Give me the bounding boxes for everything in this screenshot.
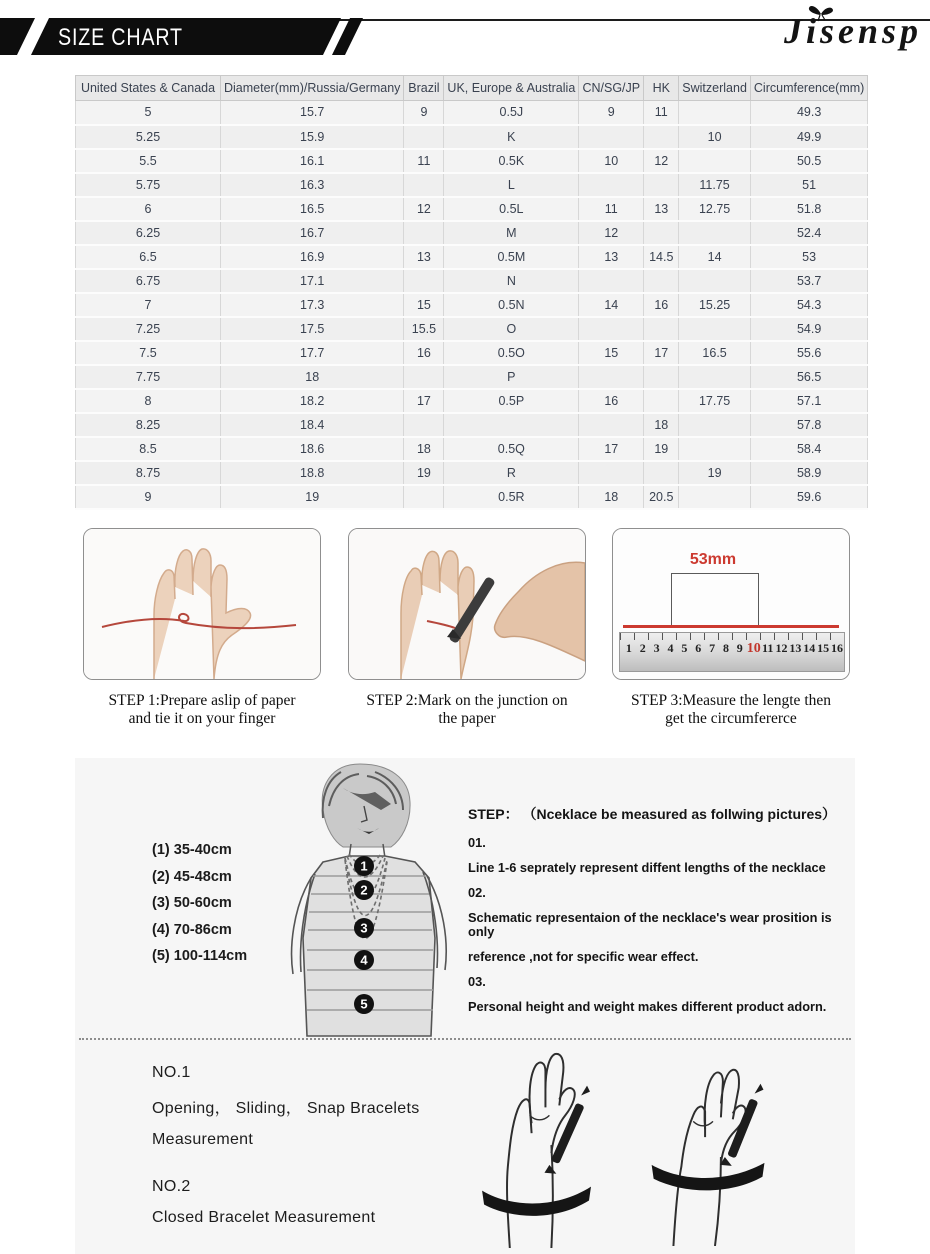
table-cell: [579, 413, 644, 437]
ruler-numbers: [622, 641, 844, 657]
table-cell: M: [444, 221, 579, 245]
table-cell: 52.4: [750, 221, 867, 245]
table-cell: [644, 317, 679, 341]
table-row: [76, 485, 868, 509]
bracelet-no1-line1: Opening， Sliding， Snap Bracelets: [152, 1100, 420, 1117]
necklace-note-line: Personal height and weight makes different product adorn.: [468, 999, 827, 1014]
necklace-note-line: Line 1-6 seprately represent diffent lengths of the necklace: [468, 860, 826, 875]
table-cell: P: [444, 365, 579, 389]
caption-line: STEP 3:Measure the lengte then: [630, 692, 832, 709]
table-cell: 15.5: [404, 317, 444, 341]
table-cell: 19: [679, 461, 751, 485]
ruler-number: 2: [639, 641, 646, 655]
red-measure-line: [623, 625, 839, 628]
table-cell: 7.25: [76, 317, 221, 341]
bracelet-instructions: [152, 1064, 420, 1240]
table-cell: 17.1: [221, 269, 404, 293]
table-cell: 53: [750, 245, 867, 269]
table-cell: 7.5: [76, 341, 221, 365]
table-row: [76, 125, 868, 149]
table-cell: 5.5: [76, 149, 221, 173]
table-cell: 16: [644, 293, 679, 317]
step2-caption: [342, 692, 592, 727]
ruler: [619, 632, 845, 672]
table-cell: 0.5P: [444, 389, 579, 413]
table-cell: [404, 485, 444, 509]
table-cell: 6.5: [76, 245, 221, 269]
bracelet-no2-title: NO.2: [152, 1178, 191, 1195]
brand-logo: Jisensp: [783, 11, 922, 51]
table-cell: 18.2: [221, 389, 404, 413]
column-header: UK, Europe & Australia: [444, 76, 579, 101]
caption-line: and tie it on your finger: [128, 709, 276, 727]
table-cell: 0.5Q: [444, 437, 579, 461]
table-cell: 16: [404, 341, 444, 365]
table-cell: 15: [579, 341, 644, 365]
svg-text:2: 2: [360, 882, 368, 898]
table-row: [76, 149, 868, 173]
table-cell: 12: [579, 221, 644, 245]
column-header: Switzerland: [679, 76, 751, 101]
table-cell: 51: [750, 173, 867, 197]
table-row: [76, 437, 868, 461]
necklace-length-item: (3) 50-60cm: [152, 895, 232, 911]
table-cell: 53.7: [750, 269, 867, 293]
table-cell: 54.3: [750, 293, 867, 317]
table-cell: [644, 389, 679, 413]
table-cell: 19: [221, 485, 404, 509]
table-cell: 16.5: [679, 341, 751, 365]
table-cell: [404, 413, 444, 437]
table-cell: 16: [579, 389, 644, 413]
table-cell: 9: [579, 101, 644, 125]
table-cell: [679, 101, 751, 125]
table-cell: 58.9: [750, 461, 867, 485]
closed-bracelet-hand-sketch: [643, 1058, 783, 1246]
table-row: [76, 101, 868, 125]
table-row: [76, 413, 868, 437]
bracelet-no2-line1: Closed Bracelet Measurement: [152, 1209, 376, 1226]
table-row: [76, 197, 868, 221]
table-cell: [579, 173, 644, 197]
table-row: [76, 341, 868, 365]
table-cell: 15.9: [221, 125, 404, 149]
svg-text:1: 1: [360, 858, 368, 874]
table-cell: [644, 125, 679, 149]
table-cell: 19: [404, 461, 444, 485]
ruler-diagram: [613, 529, 849, 679]
table-cell: 13: [404, 245, 444, 269]
table-cell: 8.75: [76, 461, 221, 485]
column-header: Diameter(mm)/Russia/Germany: [221, 76, 404, 101]
table-cell: [679, 317, 751, 341]
step1-photo: [83, 528, 321, 680]
necklace-note-line: Schematic representaion of the necklace's wear prosition is only: [468, 910, 832, 939]
table-cell: [644, 221, 679, 245]
table-cell: 18: [579, 485, 644, 509]
svg-text:5: 5: [360, 996, 368, 1012]
table-cell: 15.7: [221, 101, 404, 125]
ruler-number: 6: [695, 641, 702, 655]
table-cell: 11: [579, 197, 644, 221]
measurement-label: 53mm: [689, 551, 737, 568]
ruler-number: 9: [736, 641, 743, 655]
ruler-number: 7: [709, 641, 716, 655]
table-cell: 17: [404, 389, 444, 413]
table-row: [76, 173, 868, 197]
necklace-note-line: 03.: [468, 974, 486, 989]
table-cell: [644, 173, 679, 197]
caption-line: the paper: [438, 709, 496, 727]
table-cell: O: [444, 317, 579, 341]
table-cell: 18.4: [221, 413, 404, 437]
table-cell: [579, 461, 644, 485]
table-cell: 55.6: [750, 341, 867, 365]
table-cell: [679, 485, 751, 509]
table-cell: 9: [76, 485, 221, 509]
table-cell: [679, 149, 751, 173]
table-cell: 9: [404, 101, 444, 125]
table-cell: [404, 125, 444, 149]
table-cell: 0.5M: [444, 245, 579, 269]
table-cell: 16.5: [221, 197, 404, 221]
table-cell: [579, 317, 644, 341]
size-table-header-row: [76, 76, 868, 101]
size-table-body: [76, 101, 868, 509]
table-cell: 16.1: [221, 149, 404, 173]
column-header: Brazil: [404, 76, 444, 101]
table-cell: 58.4: [750, 437, 867, 461]
table-cell: [404, 365, 444, 389]
hand-with-string-illustration: [84, 529, 320, 679]
table-cell: 8.25: [76, 413, 221, 437]
bracelet-no1-title: NO.1: [152, 1064, 191, 1081]
svg-text:3: 3: [360, 920, 368, 936]
dotted-divider: [79, 1038, 851, 1040]
ruler-number: 4: [667, 641, 674, 655]
table-row: [76, 245, 868, 269]
table-cell: [404, 221, 444, 245]
necklace-length-list: [152, 842, 247, 975]
caption-line: STEP 2:Mark on the junction on: [366, 692, 568, 709]
table-cell: 16.7: [221, 221, 404, 245]
table-cell: 49.9: [750, 125, 867, 149]
table-cell: 18.6: [221, 437, 404, 461]
table-cell: 51.8: [750, 197, 867, 221]
ruler-number: 3: [653, 641, 660, 655]
table-cell: 15.25: [679, 293, 751, 317]
necklace-length-item: (1) 35-40cm: [152, 842, 232, 858]
table-cell: [644, 461, 679, 485]
table-cell: 20.5: [644, 485, 679, 509]
table-cell: 5.25: [76, 125, 221, 149]
table-cell: 6: [76, 197, 221, 221]
table-cell: [579, 365, 644, 389]
table-cell: 14: [579, 293, 644, 317]
ruler-ticks: [620, 633, 844, 640]
woman-necklace-sketch: [263, 758, 475, 1038]
table-cell: 57.8: [750, 413, 867, 437]
table-row: [76, 221, 868, 245]
table-cell: 6.75: [76, 269, 221, 293]
table-cell: [579, 125, 644, 149]
table-cell: 18.8: [221, 461, 404, 485]
table-cell: [404, 173, 444, 197]
table-cell: 59.6: [750, 485, 867, 509]
table-cell: R: [444, 461, 579, 485]
step3-diagram: [612, 528, 850, 680]
table-cell: [644, 269, 679, 293]
caption-line: STEP 1:Prepare aslip of paper: [108, 692, 296, 709]
table-cell: 0.5R: [444, 485, 579, 509]
ruler-number: 14: [803, 641, 816, 655]
table-cell: 11.75: [679, 173, 751, 197]
ruler-number: 12: [775, 641, 788, 655]
column-header: Circumference(mm): [750, 76, 867, 101]
table-cell: 17.3: [221, 293, 404, 317]
table-cell: 18: [404, 437, 444, 461]
table-cell: 5.75: [76, 173, 221, 197]
table-cell: 54.9: [750, 317, 867, 341]
table-cell: 0.5K: [444, 149, 579, 173]
table-cell: 10: [679, 125, 751, 149]
necklace-instructions-heading: STEP： （Nceklace be measured as follwing pictures）: [468, 806, 837, 822]
necklace-length-item: (2) 45-48cm: [152, 868, 232, 885]
step1-caption: [77, 692, 327, 727]
table-cell: 49.3: [750, 101, 867, 125]
svg-text:4: 4: [360, 952, 368, 968]
table-cell: 8: [76, 389, 221, 413]
table-cell: [679, 365, 751, 389]
table-cell: 17: [644, 341, 679, 365]
table-cell: [579, 269, 644, 293]
banner-left-sliver: [0, 18, 35, 55]
necklace-note-line: 02.: [468, 885, 486, 900]
table-cell: [679, 413, 751, 437]
table-cell: 56.5: [750, 365, 867, 389]
table-row: [76, 293, 868, 317]
table-cell: 19: [644, 437, 679, 461]
necklace-length-item: (4) 70-86cm: [152, 921, 232, 938]
table-cell: 13: [644, 197, 679, 221]
column-header: United States & Canada: [76, 76, 221, 101]
table-cell: 12: [644, 149, 679, 173]
table-cell: 6.25: [76, 221, 221, 245]
step2-photo: [348, 528, 586, 680]
table-cell: K: [444, 125, 579, 149]
table-cell: 0.5O: [444, 341, 579, 365]
table-cell: 7: [76, 293, 221, 317]
table-row: [76, 317, 868, 341]
ruler-number: 11: [761, 641, 774, 655]
table-cell: 12.75: [679, 197, 751, 221]
table-cell: 17.75: [679, 389, 751, 413]
ruler-number: 10: [746, 641, 761, 656]
table-cell: [679, 221, 751, 245]
table-cell: 17.7: [221, 341, 404, 365]
column-header: HK: [644, 76, 679, 101]
ruler-number: 8: [722, 641, 729, 655]
bracelet-no1-line2: Measurement: [152, 1131, 254, 1148]
step3-caption: [606, 692, 856, 727]
table-cell: 50.5: [750, 149, 867, 173]
table-cell: 16.9: [221, 245, 404, 269]
table-cell: [679, 437, 751, 461]
table-cell: [644, 365, 679, 389]
table-row: [76, 365, 868, 389]
table-cell: 57.1: [750, 389, 867, 413]
table-cell: 7.75: [76, 365, 221, 389]
ruler-number: 13: [789, 641, 802, 655]
table-cell: 17: [579, 437, 644, 461]
ruler-number: 1: [625, 641, 632, 655]
table-cell: 11: [404, 149, 444, 173]
table-cell: 0.5N: [444, 293, 579, 317]
table-cell: 0.5J: [444, 101, 579, 125]
table-cell: 14: [679, 245, 751, 269]
page-title: SIZE CHART: [58, 24, 183, 51]
table-cell: 18: [644, 413, 679, 437]
table-cell: [404, 269, 444, 293]
table-cell: 0.5L: [444, 197, 579, 221]
table-row: [76, 461, 868, 485]
open-bracelet-hand-sketch: [453, 1050, 628, 1248]
table-cell: 8.5: [76, 437, 221, 461]
necklace-note-line: reference ,not for specific wear effect.: [468, 949, 699, 964]
necklace-notes: [468, 836, 850, 1014]
table-cell: [444, 413, 579, 437]
ruler-number: 16: [830, 641, 843, 655]
table-cell: 14.5: [644, 245, 679, 269]
table-row: [76, 389, 868, 413]
column-header: CN/SG/JP: [579, 76, 644, 101]
table-cell: 13: [579, 245, 644, 269]
table-cell: [679, 269, 751, 293]
table-row: [76, 269, 868, 293]
measurement-bracket: [671, 573, 759, 627]
table-cell: 15: [404, 293, 444, 317]
table-cell: 17.5: [221, 317, 404, 341]
table-cell: L: [444, 173, 579, 197]
caption-line: get the circumfererce: [665, 709, 797, 727]
table-cell: 16.3: [221, 173, 404, 197]
ruler-number: 15: [817, 641, 830, 655]
necklace-bracelet-panel: [75, 758, 855, 1254]
table-cell: 5: [76, 101, 221, 125]
ruler-number: 5: [681, 641, 688, 655]
necklace-instructions: [468, 804, 850, 1025]
table-cell: 12: [404, 197, 444, 221]
table-cell: N: [444, 269, 579, 293]
table-cell: 18: [221, 365, 404, 389]
table-cell: 11: [644, 101, 679, 125]
necklace-length-item: (5) 100-114cm: [152, 948, 248, 964]
necklace-note-line: 01.: [468, 835, 486, 850]
table-cell: 10: [579, 149, 644, 173]
size-table: [75, 75, 868, 510]
marking-hand-illustration: [349, 529, 585, 679]
